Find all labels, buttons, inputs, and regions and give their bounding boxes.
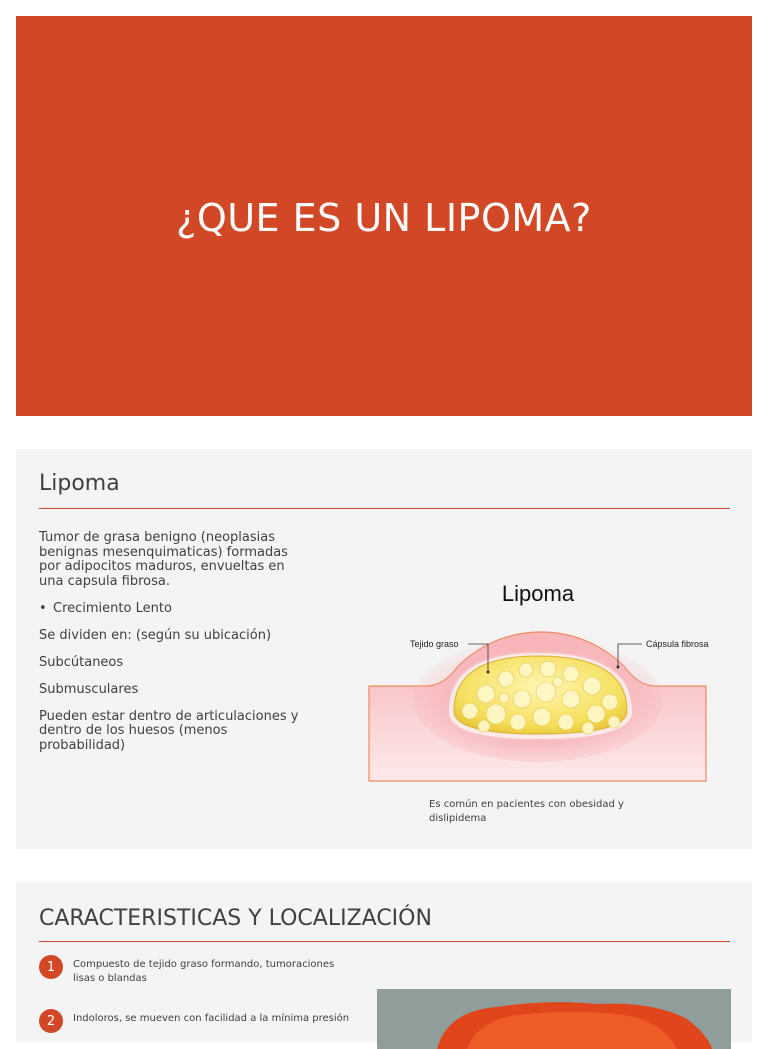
slide-heading: CARACTERISTICAS Y LOCALIZACIÓN <box>39 906 432 931</box>
heading-rule <box>39 941 730 942</box>
lipoma-photo <box>377 989 731 1049</box>
label-fat-tissue-marker <box>487 671 490 674</box>
list-item-text: Indoloros, se mueven con facilidad a la mínima presión <box>73 1013 350 1024</box>
title-slide <box>16 16 752 416</box>
bullet-text: Crecimiento Lento <box>53 600 172 616</box>
characteristics-slide <box>16 882 752 1042</box>
paragraph-divisions: Se dividen en: (según su ubicación) <box>39 627 272 643</box>
diagram-caption: Es común en pacientes con obesidad y dislipidema <box>429 799 624 824</box>
body-text <box>39 531 309 766</box>
label-fat-tissue: Tejido graso <box>410 639 459 649</box>
bullet-icon: • <box>39 600 47 616</box>
label-capsule-marker <box>617 666 620 669</box>
list-item <box>39 955 353 986</box>
number-badge: 2 <box>39 1009 63 1033</box>
slide-title: ¿QUE ES UN LIPOMA? <box>176 196 592 240</box>
paragraph-submuscular: Submusculares <box>39 681 139 697</box>
slide-heading: Lipoma <box>39 471 120 496</box>
heading-rule <box>39 508 730 509</box>
lipoma-diagram <box>366 574 711 789</box>
number-badge: 1 <box>39 955 63 979</box>
bullet-item <box>39 602 309 617</box>
paragraph-definition: Tumor de grasa benigno (neoplasias benignas mesenquimaticas) formadas por adipocitos maduros, envueltas en una capsula fibrosa. <box>39 530 288 589</box>
label-fibrous-capsule: Cápsula fibrosa <box>646 639 709 649</box>
lipoma-photo-image <box>377 989 731 1049</box>
paragraph-subcutaneous: Subcútaneos <box>39 654 124 670</box>
lipoma-slide <box>16 449 752 849</box>
list-item <box>39 1009 353 1033</box>
list-item-text: Compuesto de tejido graso formando, tumoraciones lisas o blandas <box>73 959 335 984</box>
diagram-title: Lipoma <box>501 581 575 606</box>
paragraph-locations: Pueden estar dentro de articulaciones y dentro de los huesos (menos probabilidad) <box>39 708 299 753</box>
